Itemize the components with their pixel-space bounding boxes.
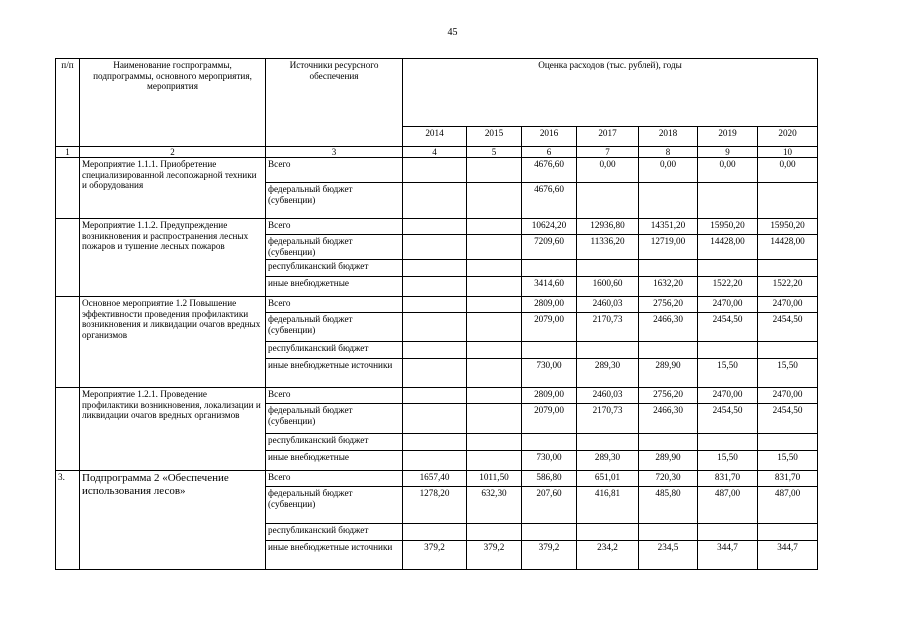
value-cell: 0,00 bbox=[698, 158, 758, 183]
value-cell: 344,7 bbox=[698, 541, 758, 570]
column-number: 6 bbox=[522, 147, 577, 158]
column-number: 9 bbox=[698, 147, 758, 158]
year-header: 2016 bbox=[522, 127, 577, 147]
source-cell: иные внебюджетные источники bbox=[266, 541, 403, 570]
value-cell: 10624,20 bbox=[522, 219, 577, 235]
column-number: 10 bbox=[758, 147, 818, 158]
value-cell: 720,30 bbox=[639, 471, 698, 487]
value-cell: 289,30 bbox=[577, 451, 639, 471]
value-cell bbox=[639, 183, 698, 219]
value-cell: 2079,00 bbox=[522, 404, 577, 434]
source-cell: республиканский бюджет bbox=[266, 342, 403, 359]
value-cell bbox=[467, 260, 522, 277]
source-cell: федеральный бюджет (субвенции) bbox=[266, 313, 403, 342]
value-cell: 416,81 bbox=[577, 487, 639, 524]
value-cell bbox=[403, 183, 467, 219]
source-cell: Всего bbox=[266, 219, 403, 235]
row-index bbox=[56, 219, 80, 297]
value-cell: 586,80 bbox=[522, 471, 577, 487]
year-header: 2018 bbox=[639, 127, 698, 147]
value-cell: 11336,20 bbox=[577, 235, 639, 260]
row-index bbox=[56, 297, 80, 388]
value-cell bbox=[467, 451, 522, 471]
value-cell: 2170,73 bbox=[577, 313, 639, 342]
value-cell: 1522,20 bbox=[698, 277, 758, 297]
activity-name: Мероприятие 1.1.2. Предупреждение возникновения и распространения лесных пожаров и тушение лесных пожаров bbox=[80, 219, 266, 297]
value-cell: 15,50 bbox=[758, 451, 818, 471]
value-cell: 2460,03 bbox=[577, 297, 639, 313]
value-cell: 2454,50 bbox=[698, 404, 758, 434]
value-cell bbox=[577, 434, 639, 451]
row-index: 3. bbox=[56, 471, 80, 570]
value-cell: 831,70 bbox=[758, 471, 818, 487]
value-cell bbox=[467, 359, 522, 388]
budget-table bbox=[55, 58, 818, 570]
value-cell: 344,7 bbox=[758, 541, 818, 570]
col-header-estimate: Оценка расходов (тыс. рублей), годы bbox=[403, 59, 818, 127]
value-cell bbox=[467, 158, 522, 183]
value-cell bbox=[639, 342, 698, 359]
value-cell: 2470,00 bbox=[698, 388, 758, 404]
value-cell: 1011,50 bbox=[467, 471, 522, 487]
value-cell: 15950,20 bbox=[758, 219, 818, 235]
value-cell: 730,00 bbox=[522, 451, 577, 471]
value-cell bbox=[403, 342, 467, 359]
value-cell: 1522,20 bbox=[758, 277, 818, 297]
value-cell bbox=[698, 524, 758, 541]
subprogram-name: Подпрограмма 2 «Обеспечение использования лесов» bbox=[80, 471, 266, 570]
value-cell bbox=[467, 434, 522, 451]
value-cell bbox=[403, 260, 467, 277]
value-cell bbox=[467, 297, 522, 313]
value-cell: 4676,60 bbox=[522, 158, 577, 183]
col-header-source: Источники ресурсного обеспечения bbox=[266, 59, 403, 147]
row-index bbox=[56, 388, 80, 471]
value-cell: 207,60 bbox=[522, 487, 577, 524]
activity-name: Основное мероприятие 1.2 Повышение эффективности проведения профилактики возникновения и ликвидации очагов вредных организмов bbox=[80, 297, 266, 388]
value-cell: 485,80 bbox=[639, 487, 698, 524]
value-cell: 14428,00 bbox=[758, 235, 818, 260]
column-number: 2 bbox=[80, 147, 266, 158]
value-cell bbox=[467, 183, 522, 219]
source-cell: Всего bbox=[266, 158, 403, 183]
value-cell: 1657,40 bbox=[403, 471, 467, 487]
year-header: 2017 bbox=[577, 127, 639, 147]
value-cell: 289,90 bbox=[639, 359, 698, 388]
value-cell: 12719,00 bbox=[639, 235, 698, 260]
value-cell bbox=[403, 219, 467, 235]
source-cell: федеральный бюджет (субвенции) bbox=[266, 235, 403, 260]
value-cell bbox=[577, 342, 639, 359]
value-cell bbox=[758, 183, 818, 219]
value-cell bbox=[403, 158, 467, 183]
column-number: 8 bbox=[639, 147, 698, 158]
value-cell bbox=[403, 404, 467, 434]
value-cell bbox=[403, 277, 467, 297]
year-header: 2020 bbox=[758, 127, 818, 147]
year-header: 2019 bbox=[698, 127, 758, 147]
value-cell bbox=[403, 451, 467, 471]
value-cell: 1278,20 bbox=[403, 487, 467, 524]
value-cell: 0,00 bbox=[639, 158, 698, 183]
column-number: 7 bbox=[577, 147, 639, 158]
value-cell: 2470,00 bbox=[698, 297, 758, 313]
value-cell: 487,00 bbox=[758, 487, 818, 524]
value-cell: 2466,30 bbox=[639, 313, 698, 342]
value-cell bbox=[467, 313, 522, 342]
value-cell: 379,2 bbox=[522, 541, 577, 570]
source-cell: Всего bbox=[266, 471, 403, 487]
value-cell: 1600,60 bbox=[577, 277, 639, 297]
value-cell bbox=[467, 388, 522, 404]
page-number: 45 bbox=[447, 27, 458, 38]
value-cell: 14428,00 bbox=[698, 235, 758, 260]
value-cell bbox=[577, 183, 639, 219]
source-cell: иные внебюджетные bbox=[266, 277, 403, 297]
value-cell: 651,01 bbox=[577, 471, 639, 487]
value-cell: 15,50 bbox=[698, 359, 758, 388]
value-cell: 2809,00 bbox=[522, 388, 577, 404]
value-cell bbox=[467, 342, 522, 359]
column-number: 4 bbox=[403, 147, 467, 158]
value-cell: 14351,20 bbox=[639, 219, 698, 235]
source-cell: республиканский бюджет bbox=[266, 260, 403, 277]
row-index bbox=[56, 158, 80, 219]
source-cell: Всего bbox=[266, 297, 403, 313]
value-cell: 4676,60 bbox=[522, 183, 577, 219]
value-cell bbox=[467, 277, 522, 297]
value-cell bbox=[403, 313, 467, 342]
value-cell: 2470,00 bbox=[758, 297, 818, 313]
value-cell: 2466,30 bbox=[639, 404, 698, 434]
value-cell: 1632,20 bbox=[639, 277, 698, 297]
value-cell bbox=[758, 524, 818, 541]
column-number: 1 bbox=[56, 147, 80, 158]
value-cell: 289,90 bbox=[639, 451, 698, 471]
value-cell bbox=[639, 524, 698, 541]
value-cell bbox=[698, 434, 758, 451]
value-cell bbox=[403, 388, 467, 404]
value-cell: 234,5 bbox=[639, 541, 698, 570]
value-cell: 0,00 bbox=[577, 158, 639, 183]
value-cell: 379,2 bbox=[403, 541, 467, 570]
year-header: 2015 bbox=[467, 127, 522, 147]
value-cell bbox=[403, 434, 467, 451]
value-cell: 632,30 bbox=[467, 487, 522, 524]
value-cell bbox=[577, 260, 639, 277]
col-header-name: Наименование госпрограммы, подпрограммы, основного мероприятия, мероприятия bbox=[80, 59, 266, 147]
value-cell bbox=[698, 342, 758, 359]
value-cell: 2460,03 bbox=[577, 388, 639, 404]
value-cell: 2756,20 bbox=[639, 297, 698, 313]
value-cell: 7209,60 bbox=[522, 235, 577, 260]
value-cell: 234,2 bbox=[577, 541, 639, 570]
activity-name: Мероприятие 1.2.1. Проведение профилактики возникновения, локализации и ликвидации очагов вредных организмов bbox=[80, 388, 266, 471]
value-cell bbox=[403, 235, 467, 260]
value-cell: 831,70 bbox=[698, 471, 758, 487]
value-cell bbox=[522, 260, 577, 277]
source-cell: Всего bbox=[266, 388, 403, 404]
column-number: 5 bbox=[467, 147, 522, 158]
value-cell: 379,2 bbox=[467, 541, 522, 570]
value-cell bbox=[758, 434, 818, 451]
source-cell: республиканский бюджет bbox=[266, 524, 403, 541]
value-cell: 2454,50 bbox=[758, 404, 818, 434]
value-cell bbox=[403, 359, 467, 388]
value-cell bbox=[522, 342, 577, 359]
value-cell bbox=[403, 524, 467, 541]
value-cell bbox=[522, 524, 577, 541]
col-header-number: п/п bbox=[56, 59, 80, 147]
value-cell bbox=[467, 235, 522, 260]
value-cell: 2756,20 bbox=[639, 388, 698, 404]
value-cell: 2170,73 bbox=[577, 404, 639, 434]
year-header: 2014 bbox=[403, 127, 467, 147]
value-cell bbox=[758, 342, 818, 359]
value-cell: 15,50 bbox=[758, 359, 818, 388]
source-cell: иные внебюджетные источники bbox=[266, 359, 403, 388]
value-cell bbox=[698, 260, 758, 277]
column-number: 3 bbox=[266, 147, 403, 158]
source-cell: иные внебюджетные bbox=[266, 451, 403, 471]
value-cell: 487,00 bbox=[698, 487, 758, 524]
value-cell bbox=[467, 219, 522, 235]
value-cell: 2454,50 bbox=[698, 313, 758, 342]
value-cell: 15950,20 bbox=[698, 219, 758, 235]
value-cell: 289,30 bbox=[577, 359, 639, 388]
value-cell: 2809,00 bbox=[522, 297, 577, 313]
value-cell bbox=[577, 524, 639, 541]
value-cell: 2079,00 bbox=[522, 313, 577, 342]
source-cell: федеральный бюджет (субвенции) bbox=[266, 487, 403, 524]
value-cell bbox=[639, 434, 698, 451]
value-cell: 0,00 bbox=[758, 158, 818, 183]
value-cell bbox=[698, 183, 758, 219]
activity-name: Мероприятие 1.1.1. Приобретение специализированной лесопожарной техники и оборудования bbox=[80, 158, 266, 219]
source-cell: республиканский бюджет bbox=[266, 434, 403, 451]
value-cell bbox=[467, 404, 522, 434]
value-cell: 15,50 bbox=[698, 451, 758, 471]
value-cell: 2470,00 bbox=[758, 388, 818, 404]
value-cell: 2454,50 bbox=[758, 313, 818, 342]
value-cell bbox=[522, 434, 577, 451]
value-cell: 3414,60 bbox=[522, 277, 577, 297]
value-cell: 730,00 bbox=[522, 359, 577, 388]
source-cell: федеральный бюджет (субвенции) bbox=[266, 404, 403, 434]
value-cell bbox=[467, 524, 522, 541]
value-cell bbox=[403, 297, 467, 313]
value-cell: 12936,80 bbox=[577, 219, 639, 235]
value-cell bbox=[639, 260, 698, 277]
value-cell bbox=[758, 260, 818, 277]
source-cell: федеральный бюджет (субвенции) bbox=[266, 183, 403, 219]
